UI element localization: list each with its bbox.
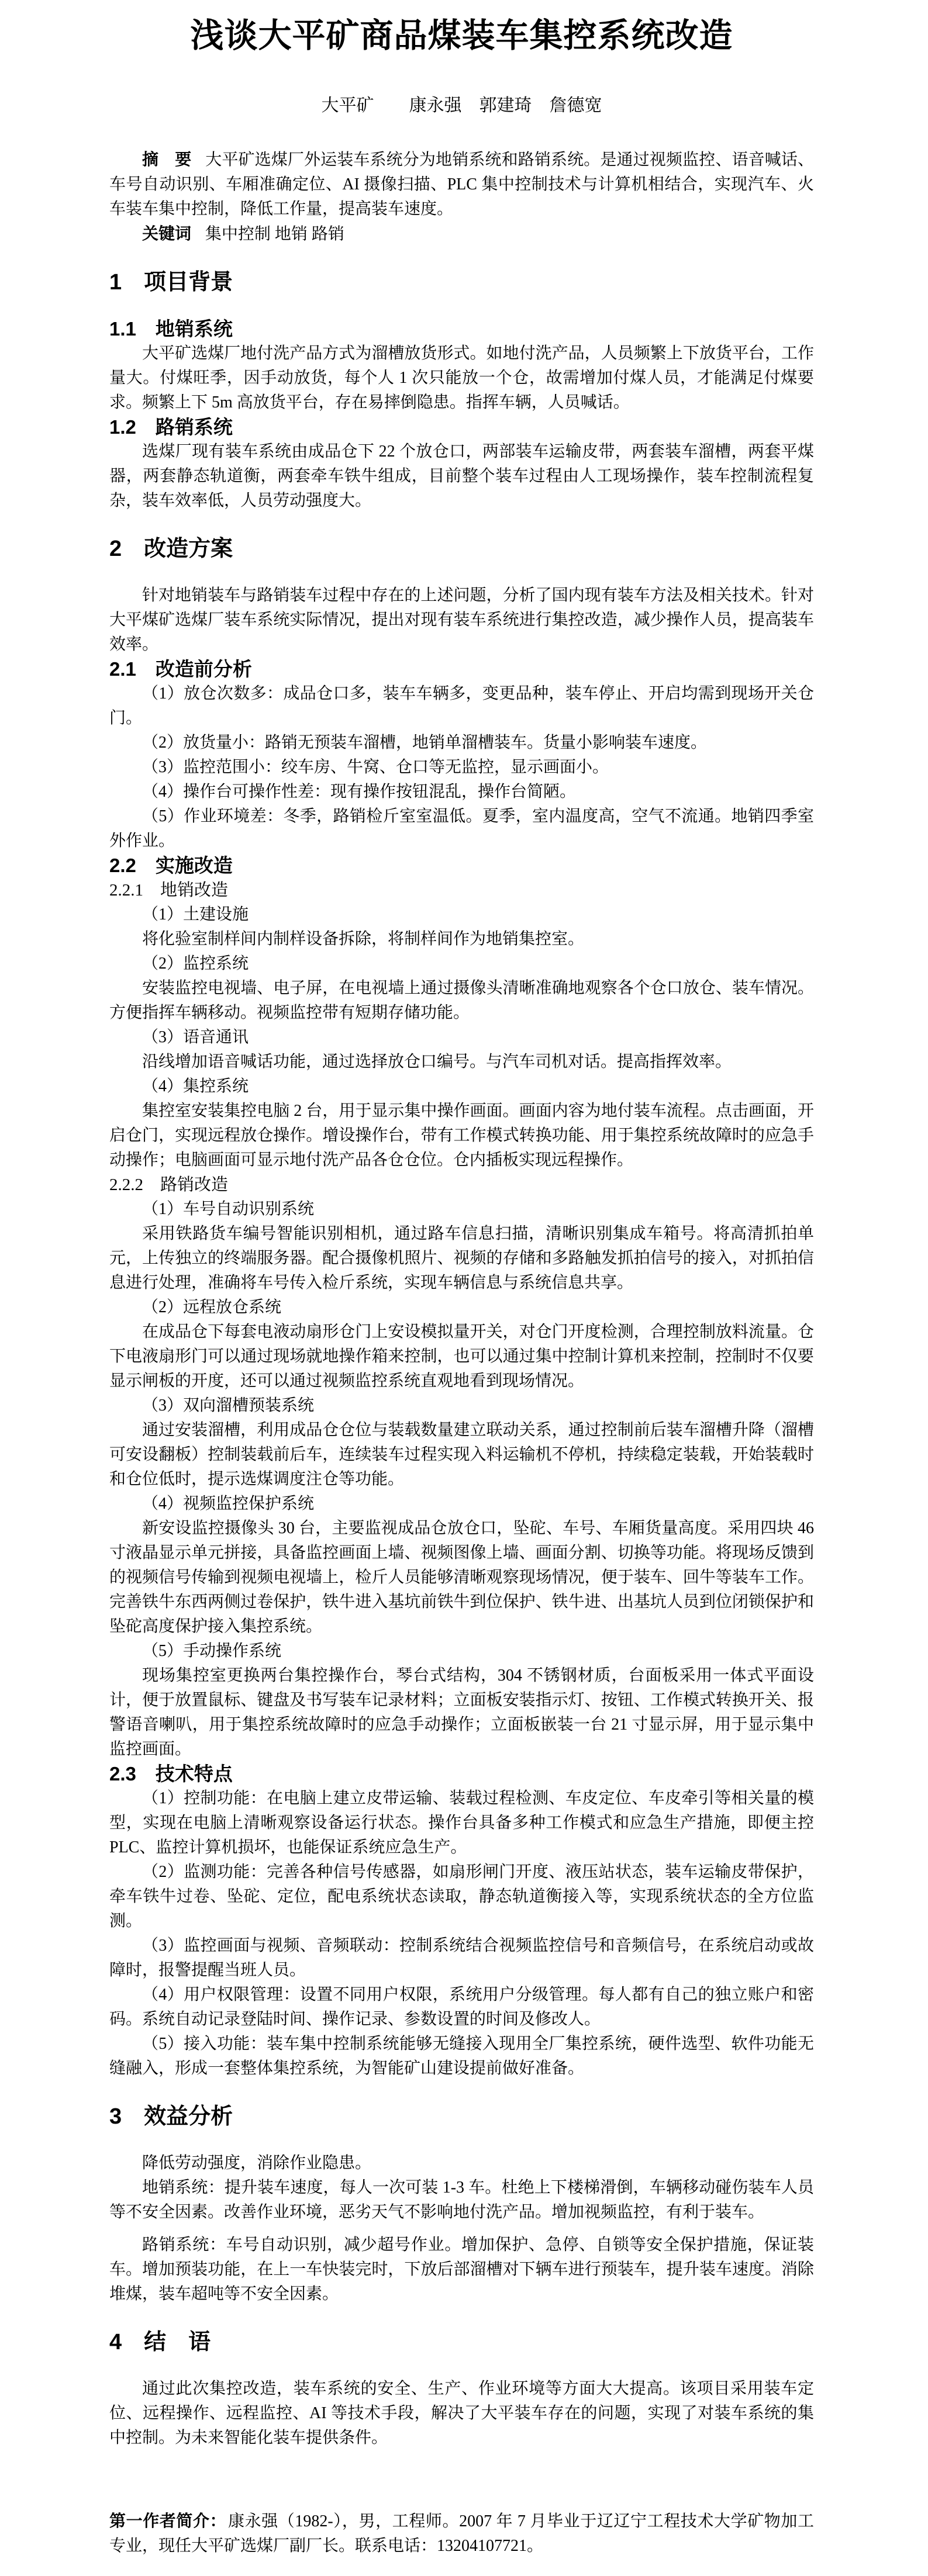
document-body	[109, 269, 814, 2450]
authors-byline: 大平矿 康永强 郭建琦 詹德宽	[321, 96, 602, 115]
paragraph: （2）监测功能：完善各种信号传感器，如扇形闸门开度、液压站状态，装车运输皮带保护，牵车铁牛过卷、坠砣、定位，配电系统状态读取，静态轨道衡接入等，实现系统状态的全方位监测。	[109, 1863, 814, 1930]
keywords-label: 关键词	[142, 224, 192, 243]
section-heading: 4 结 语	[109, 2330, 211, 2354]
section-heading: 3 效益分析	[109, 2104, 233, 2129]
document-title: 浅谈大平矿商品煤装车集控系统改造	[190, 18, 733, 54]
subsection-heading: 2.1 改造前分析	[109, 658, 252, 680]
paragraph: （5）作业环境差：冬季，路销检斤室室温低。夏季，室内温度高，空气不流通。地销四季室外作业。	[109, 807, 814, 850]
paragraph: 将化验室制样间内制样设备拆除，将制样间作为地销集控室。	[142, 930, 585, 948]
paragraph: 地销系统：提升装车速度，每人一次可装 1-3 车。杜绝上下楼梯滑倒，车辆移动碰伤装车人员等不安全因素。改善作业环境，恶劣天气不影响地付洗产品。增加视频监控，有利于装车。	[109, 2179, 814, 2221]
section-heading: 1 项目背景	[109, 270, 233, 295]
subsection-heading: 1.2 路销系统	[109, 416, 233, 438]
paragraph: （4）集控系统	[142, 1077, 249, 1095]
paragraph: 通过此次集控改造，装车系统的安全、生产、作业环境等方面大大提高。该项目采用装车定位、远程操作、远程监控、AI 等技术手段，解决了大平装车存在的问题，实现了对装车系统的集中控制。为未来智能化装车提供条件。	[109, 2380, 814, 2447]
section-heading: 2 改造方案	[109, 537, 233, 561]
subsection-heading: 1.1 地销系统	[109, 318, 233, 340]
paragraph: （4）用户权限管理：设置不同用户权限，系统用户分级管理。每人都有自己的独立账户和密码。系统自动记录登陆时间、操作记录、参数设置的时间及修改人。	[109, 1986, 814, 2028]
paragraph: 路销系统：车号自动识别，减少超号作业。增加保护、急停、自锁等安全保护措施，保证装车。增加预装功能，在上一车快装完时，下放后部溜槽对下辆车进行预装车，提升装车速度。消除堆煤，装车超吨等不安全因素。	[109, 2236, 814, 2303]
author-bio	[109, 2509, 814, 2558]
paragraph: （2）远程放仓系统	[142, 1298, 282, 1316]
paragraph: （1）土建设施	[142, 905, 249, 924]
paragraph: 现场集控室更换两台集控操作台，琴台式结构，304 不锈钢材质，台面板采用一体式平面设计，便于放置鼠标、键盘及书写装车记录材料；立面板安装指示灯、按钮、工作模式转换开关、报警语音喇叭，用于集控系统故障时的应急手动操作；立面板嵌装一台 21 寸显示屏，用于显示集中监控画面。	[109, 1666, 814, 1758]
paragraph: （4）操作台可操作性差：现有操作按钮混乱，操作台简陋。	[142, 783, 577, 801]
paragraph: （1）控制功能：在电脑上建立皮带运输、装载过程检测、车皮定位、车皮牵引等相关量的模型，实现在电脑上清晰观察设备运行状态。操作台具备多种工作模式和应急生产措施，即便主控 PLC、监控计算机损坏，也能保证系统应急生产。	[109, 1789, 814, 1856]
paragraph: 选煤厂现有装车系统由成品仓下 22 个放仓口，两部装车运输皮带，两套装车溜槽，两套平煤器，两套静态轨道衡，两套牵车铁牛组成，目前整个装车过程由人工现场操作，装车控制流程复杂，装车效率低，人员劳动强度大。	[109, 442, 814, 510]
paragraph: 沿线增加语音喊话功能，通过选择放仓口编号。与汽车司机对话。提高指挥效率。	[142, 1053, 732, 1071]
paragraph: 降低劳动强度，消除作业隐患。	[142, 2154, 372, 2172]
paragraph: 针对地销装车与路销装车过程中存在的上述问题，分析了国内现有装车方法及相关技术。针对大平煤矿选煤厂装车系统实际情况，提出对现有装车系统进行集控改造，减少操作人员，提高装车效率。	[109, 586, 814, 653]
paragraph: （1）车号自动识别系统	[142, 1200, 315, 1218]
paragraph: （5）接入功能：装车集中控制系统能够无缝接入现用全厂集控系统，硬件选型、软件功能无缝融入，形成一套整体集控系统，为智能矿山建设提前做好准备。	[109, 2035, 814, 2077]
paragraph: （2）监控系统	[142, 955, 249, 973]
paragraph: 采用铁路货车编号智能识别相机，通过路车信息扫描，清晰识别集成车箱号。将高清抓拍单元，上传独立的终端服务器。配合摄像机照片、视频的存储和多路触发抓拍信号的接入，对抓拍信息进行处理，准确将车号传入检斤系统，实现车辆信息与系统信息共享。	[109, 1225, 814, 1292]
paragraph: （2）放货量小：路销无预装车溜槽，地销单溜槽装车。货量小影响装车速度。	[142, 734, 708, 752]
author-bio-text: 康永强（1982-），男，工程师。2007 年 7 月毕业于辽辽宁工程技术大学矿物加工专业，现任大平矿选煤厂副厂长。联系电话：13204107721。	[109, 2512, 814, 2555]
paragraph: 新安设监控摄像头 30 台，主要监视成品仓放仓口，坠砣、车号、车厢货量高度。采用四块 46 寸液晶显示单元拼接，具备监控画面上墙、视频图像上墙、画面分割、切换等功能。将现场反馈到的视频信号传输到视频电视墙上，检斤人员能够清晰观察现场情况，便于装车、回牛等装车工作。完善铁牛东西两侧过卷保护，铁牛进入基坑前铁牛到位保护、铁牛进、出基坑人员到位闭锁保护和坠砣高度保护接入集控系统。	[109, 1519, 814, 1635]
keywords-line	[109, 222, 814, 247]
subsection-heading: 2.3 技术特点	[109, 1763, 233, 1785]
paragraph: （4）视频监控保护系统	[142, 1495, 315, 1513]
abstract-text: 大平矿选煤厂外运装车系统分为地销系统和路销系统。是通过视频监控、语音喊话、车号自动识别、车厢准确定位、AI 摄像扫描、PLC 集中控制技术与计算机相结合，实现汽车、火车装车集中控制，降低工作量，提高装车速度。	[109, 151, 814, 218]
subsubsection-heading: 2.2.1 地销改造	[109, 881, 229, 900]
paragraph: （1）放仓次数多：成品仓口多，装车车辆多，变更品种，装车停止、开启均需到现场开关仓门。	[109, 684, 814, 727]
paragraph: 在成品仓下每套电液动扇形仓门上安设模拟量开关，对仓门开度检测，合理控制放料流量。仓下电液扇形门可以通过现场就地操作箱来控制，也可以通过集中控制计算机来控制，控制时不仅要显示闸板的开度，还可以通过视频监控系统直观地看到现场情况。	[109, 1323, 814, 1390]
author-bio-label: 第一作者简介：	[109, 2512, 227, 2530]
paragraph: （5）手动操作系统	[142, 1642, 282, 1660]
paragraph: （3）监控范围小：绞车房、牛窝、仓口等无监控，显示画面小。	[142, 758, 609, 776]
abstract-paragraph	[109, 147, 814, 222]
subsubsection-heading: 2.2.2 路销改造	[109, 1175, 229, 1194]
paragraph: （3）双向溜槽预装系统	[142, 1396, 315, 1415]
paragraph: 集控室安装集控电脑 2 台，用于显示集中操作画面。画面内容为地付装车流程。点击画面，开启仓门，实现远程放仓操作。增设操作台，带有工作模式转换功能、用于集控系统故障时的应急手动操作；电脑画面可显示地付洗产品各仓仓位。仓内插板实现远程操作。	[109, 1102, 814, 1169]
paragraph: 通过安装溜槽，利用成品仓仓位与装载数量建立联动关系，通过控制前后装车溜槽升降（溜槽可安设翻板）控制装载前后车，连续装车过程实现入料运输机不停机，持续稳定装载，开始装载时和仓位低时，提示选煤调度注仓等功能。	[109, 1421, 814, 1488]
subsection-heading: 2.2 实施改造	[109, 855, 233, 876]
paragraph: （3）监控画面与视频、音频联动：控制系统结合视频监控信号和音频信号，在系统启动或故障时，报警提醒当班人员。	[109, 1937, 814, 1979]
paragraph: （3）语音通讯	[142, 1028, 249, 1046]
paragraph: 大平矿选煤厂地付洗产品方式为溜槽放货形式。如地付洗产品，人员频繁上下放货平台，工作量大。付煤旺季，因手动放货，每个人 1 次只能放一个仓，故需增加付煤人员，才能满足付煤要求。频繁上下 5m 高放货平台，存在易摔倒隐患。指挥车辆，人员喊话。	[109, 344, 814, 412]
abstract-label: 摘 要	[142, 150, 192, 168]
keywords-text: 集中控制 地销 路销	[205, 225, 344, 243]
paragraph: 安装监控电视墙、电子屏，在电视墙上通过摄像头清晰准确地观察各个仓口放仓、装车情况。方便指挥车辆移动。视频监控带有短期存储功能。	[109, 979, 814, 1022]
